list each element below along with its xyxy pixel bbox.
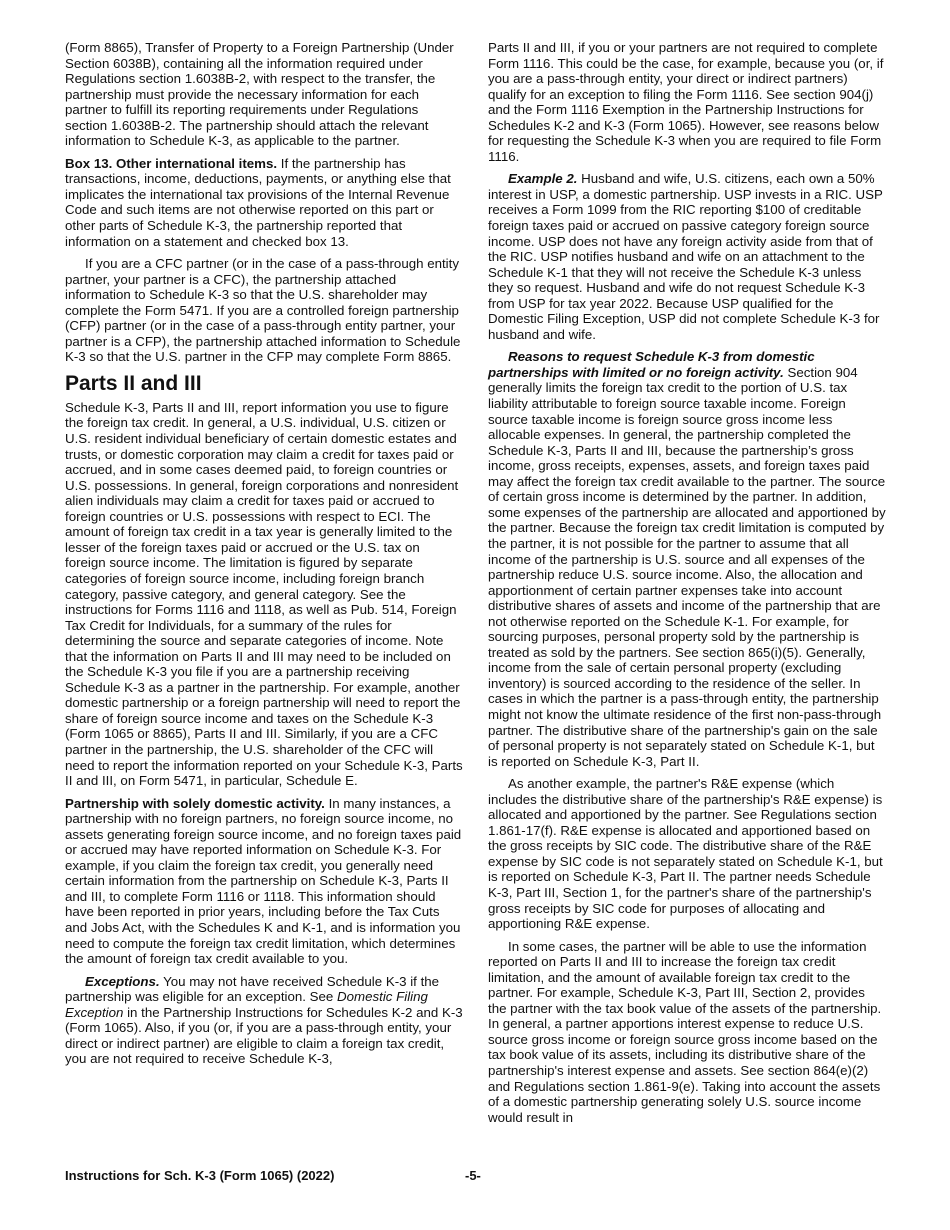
box-13-text: If the partnership has transactions, income, deductions, payments, or anything else that implicates the international tax provisions of the Internal Revenue Code and such items are not otherwise reported on this part or other parts of Schedule K-3, the partnership reported that information on a statement and checked box 13.	[65, 155, 451, 249]
box-13-heading: Box 13. Other international items.	[65, 155, 278, 171]
footer-title: Instructions for Sch. K-3 (Form 1065) (2022)	[65, 1168, 335, 1183]
paragraph-domestic-activity	[65, 796, 463, 967]
exceptions-text-cont: in the Partnership Instructions for Schedules K-2 and K-3 (Form 1065). Also, if you (or, if you are a pass-through entity, your direct or indirect partner) are eligible to claim a foreign tax credit, you are not required to receive Schedule K-3,	[65, 1004, 463, 1067]
exceptions-text: You may not have received Schedule K-3 if the partnership was eligible for an exception. See	[65, 973, 440, 1005]
paragraph-parts-ii-iii: Schedule K-3, Parts II and III, report information you use to figure the foreign tax credit. In general, a U.S. individual, U.S. citizen or U.S. resident individual beneficiary of certain domestic estates and trusts, or domestic corporation may claim a credit for taxes paid or accrued, and in some cases deemed paid, to foreign countries or U.S. possessions. In general, foreign corporations and nonresident alien individuals may claim a credit for taxes paid or accrued to foreign countries or U.S. possessions with respect to ECI. The amount of foreign tax credit in a tax year is generally limited to the lesser of the foreign taxes paid or accrued or the U.S. tax on foreign source income. The limitation is figured by separate categories of foreign source income, including foreign branch category, passive category, and general category. See the instructions for Forms 1116 and 1118, as well as Pub. 514, Foreign Tax Credit for Individuals, for a summary of the rules for determining the source and separate categories of income. Note that the information on Parts II and III may need to be included on the Schedule K-3 you file if you are a partnership receiving Schedule K-3 as a partner in the partnership. For example, another domestic partnership or a foreign partnership will need to report the share of foreign source income and taxes on the Schedule K-3 (Form 1065 or 8865), Parts II and III. Similarly, if you are a CFC partner in the partnership, the U.S. shareholder of the CFC will need to report the information reported on your Schedule K-3, Parts II and III, on Form 5471, in particular, Schedule E.	[65, 399, 463, 789]
paragraph-reasons-to-request	[488, 349, 886, 769]
domestic-activity-text: In many instances, a partnership with no foreign partners, no foreign source income, no assets generating foreign source income, and no foreign taxes paid or accrued may have reported information on Schedule K-3. For example, if you claim the foreign tax credit, you generally need certain information from the partnership on Schedule K-3, Parts II and III, to complete Form 1116 or 1118. This information should have been reported in prior years, including before the Tax Cuts and Jobs Act, with the Schedules K and K-1, and is information you need to compute the foreign tax credit limitation, which determines the amount of foreign tax credit available to you.	[65, 795, 462, 967]
example-2-heading: Example 2.	[508, 171, 578, 187]
paragraph-some-cases: In some cases, the partner will be able to use the information reported on Parts II and III to increase the foreign tax credit limitation, and the amount of available foreign tax credit to the partner. For example, Schedule K-3, Part III, Section 2, provides the partner with the tax book value of the assets of the partnership. In general, a partner apportions interest expense to reduce U.S. source gross income or foreign source gross income based on the tax book value of its assets, including its distributive share of the partnership's interest expense and assets. See section 864(e)(2) and Regulations section 1.861-9(e). Taking into account the assets of a domestic partnership generating solely U.S. source income would result in	[488, 938, 882, 1125]
example-2-text: Husband and wife, U.S. citizens, each own a 50% interest in USP, a domestic partnership. USP invests in a RIC. USP receives a Form 1099 from the RIC reporting $100 of creditable foreign taxes paid or accrued on passive category foreign source income. USP does not have any foreign activity aside from that of the RIC. USP notifies husband and wife on an attachment to the Schedule K-1 that they will not receive the Schedule K-3 unless they so request. Husband and wife do not request Schedule K-3 from USP for tax year 2022. Because USP qualified for the Domestic Filing Exception, USP did not complete Schedule K-3 for husband and wife.	[488, 171, 883, 342]
reasons-text: Section 904 generally limits the foreign tax credit to the portion of U.S. tax liability attributable to foreign source taxable income. Foreign source taxable income is foreign source gross income less allocable expenses. In general, the partnership completed the Schedule K-3, Parts II and III, because the partnership’s gross income, gross receipts, expenses, assets, and foreign taxes paid may affect the foreign tax credit available to the partner. The source of certain gross income is determined by the partner. In addition, some expenses of the partnership are allocated and apportioned by the partner. Because the foreign tax credit limitation is computed by the partner, it is not possible for the partner to assume that all income of the partnership is U.S. source and all expenses of the partnership reduce U.S. source income. Also, the allocation and apportionment of certain partner expenses take into account distributive shares of assets and income of the partnership that are not otherwise reported on the Schedule K-1. For example, for sourcing purposes, personal property sold by the partnership is treated as sold by the partners. See section 865(i)(5). Generally, income from the sale of certain personal property (excluding inventory) is sourced according to the residence of the seller. In cases in which the partner is a pass-through entity, the partnership might not know the ultimate residence of the first non-pass-through partner. The distributive share of the partnership's gain on the sale of personal property is not separately stated on Schedule K-1, but is reported on Schedule K-3, Part II.	[488, 364, 886, 769]
domestic-filing-exception-ref: Domestic Filing Exception	[65, 989, 428, 1020]
exceptions-heading: Exceptions.	[85, 973, 160, 989]
left-column	[65, 40, 463, 1074]
paragraph-cfc-partner: If you are a CFC partner (or in the case of a pass-through entity partner, your partner is a CFC), the partnership attached information to Schedule K-3 so that the U.S. shareholder may complete the Form 5471. If you are a controlled foreign partnership (CFP) partner (or in the case of a pass-through entity partner, your partner is a CFP), the partnership attached information to Schedule K-3 so that the U.S. partner in the CFP may complete Form 8865.	[65, 256, 461, 365]
domestic-activity-heading: Partnership with solely domestic activity.	[65, 795, 325, 811]
paragraph-box-13	[65, 156, 463, 249]
paragraph-form-1116: Parts II and III, if you or your partners are not required to complete Form 1116. This could be the case, for example, because you (or, if you are a pass-through entity, your direct or indirect partners) qualify for an exception to filing the Form 1116. See section 904(j) and the Form 1116 Exemption in the Partnership Instructions for Schedules K-2 and K-3 (Form 1065). However, see reasons below for requesting the Schedule K-3 when you are required to file Form 1116.	[488, 40, 884, 164]
paragraph-example-2	[488, 171, 886, 342]
paragraph-form-8865: (Form 8865), Transfer of Property to a Foreign Partnership (Under Section 6038B), containing all the information required under Regulations section 1.6038B-2, with respect to the transfer, the partnership must provide the necessary information for each partner to fulfill its reporting requirements under Regulations section 1.6038B-2. The partnership should attach the relevant information to Schedule K-3, as applicable to the partner.	[65, 40, 454, 149]
right-column	[488, 40, 886, 1132]
paragraph-exceptions	[65, 974, 463, 1067]
paragraph-re-expense: As another example, the partner's R&E expense (which includes the distributive share of the partnership's R&E expense) is allocated and apportioned by the partner. See Regulations section 1.861-17(f). R&E expense is allocated and apportioned based on the gross receipts by SIC code. The distributive share of the R&E expense by SIC code is not separately stated on Schedule K-1, but is reported on Schedule K-3, Part II. The partner needs Schedule K-3, Part III, Section 1, for the partner's share of the partnership's gross receipts by SIC code for purposes of allocating and apportioning R&E expense.	[488, 776, 883, 932]
section-heading-parts-ii-iii: Parts II and III	[65, 371, 202, 395]
reasons-heading: Reasons to request Schedule K-3 from domestic partnerships with limited or no foreign activity.	[488, 349, 815, 380]
page-number: -5-	[465, 1168, 481, 1183]
